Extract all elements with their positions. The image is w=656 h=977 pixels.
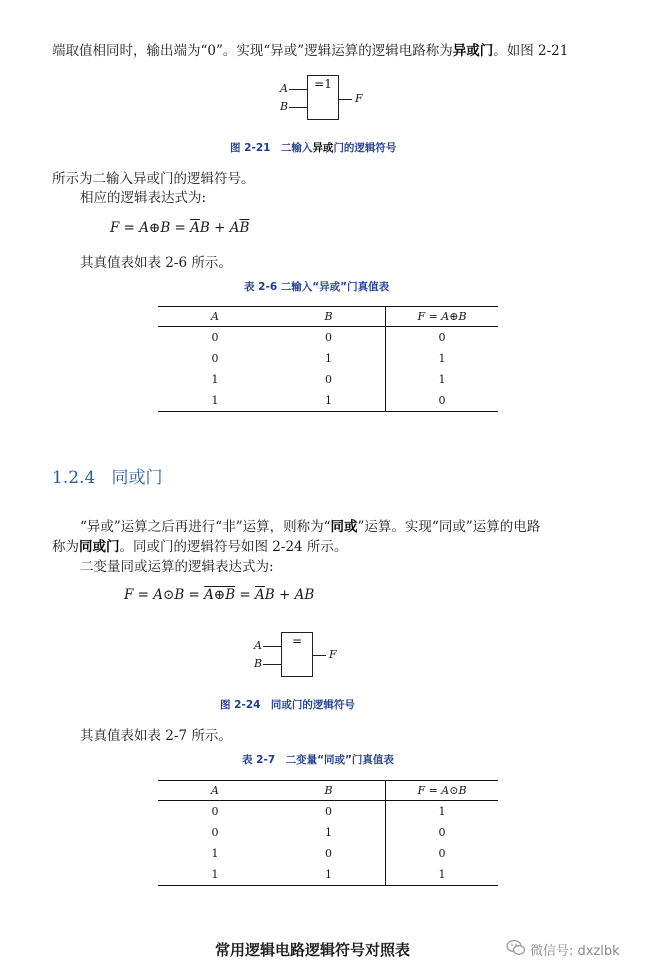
table-row [158, 864, 498, 886]
table-cell: 1 [386, 369, 499, 390]
xor-input-b-wire [289, 107, 307, 108]
section-title: 同或门 [111, 468, 163, 488]
p6-text-a: 称为 [52, 539, 79, 555]
table-cell: 1 [386, 864, 499, 886]
table-cell: 0 [211, 331, 219, 344]
section-heading [52, 463, 162, 488]
table-2-6-header-f: F = A⊕B [386, 307, 499, 327]
xnor-input-a-wire [263, 646, 281, 647]
table-row [158, 822, 498, 843]
figure-2-21-caption [230, 140, 396, 155]
wechat-icon [506, 939, 526, 957]
paragraph-4: 其真值表如表 2-6 所示。 [80, 255, 232, 271]
table-cell: 0 [386, 843, 499, 864]
paragraph-2: 所示为二输入异或门的逻辑符号。 [52, 171, 255, 187]
table-row [158, 390, 498, 412]
p6-term-xnor-gate: 同或门 [79, 539, 120, 555]
table-row [158, 348, 498, 369]
table-row [158, 369, 498, 390]
xnor-output-wire [312, 655, 326, 656]
section-number: 1.2.4 [52, 468, 96, 488]
table-cell: 0 [386, 390, 499, 412]
xnor-formula-mid: = [235, 587, 256, 603]
xnor-gate-sym: = [291, 634, 303, 648]
xor-formula-t1-rest: B + A [199, 220, 240, 236]
table-2-6-header-b: B [324, 310, 333, 323]
p6-text-c: 。同或门的逻辑符号如图 2-24 所示。 [119, 539, 348, 555]
table-2-7-caption: 表 2-7 二变量“同或”门真值表 [242, 754, 394, 766]
paragraph-8: 其真值表如表 2-7 所示。 [80, 728, 232, 744]
watermark-text: 微信号: dxzlbk [530, 944, 620, 959]
table-2-6-caption: 表 2-6 二输入“异或”门真值表 [244, 281, 390, 293]
p5-text-a: “异或”运算之后再进行“非”运算，则称为“ [80, 519, 331, 535]
xnor-formula-t1-over: $\overline{A}$ [255, 587, 265, 603]
table-2-7-header-a: A [211, 784, 219, 797]
xnor-output-label: F [329, 648, 337, 661]
table-row [158, 801, 498, 823]
xnor-formula-t1-rest: B + AB [264, 587, 315, 603]
paragraph-7: 二变量同或运算的逻辑表达式为: [80, 559, 274, 575]
xnor-formula-lhs: F = A⊙B = [124, 587, 205, 603]
table-cell: 0 [211, 826, 219, 839]
table-2-6 [158, 306, 498, 412]
xnor-formula-over-expr: A⊕B [204, 587, 236, 603]
p5-term-xnor: 同或 [330, 519, 358, 535]
table-cell: 0 [325, 805, 332, 818]
table-cell: 1 [325, 826, 332, 839]
fig21-caption-a: 图 2-21 二输入 [230, 142, 313, 154]
xor-gate-box [307, 75, 339, 120]
paragraph-5 [80, 517, 540, 537]
fig21-caption-b: 异或 [312, 142, 334, 154]
table-cell: 1 [386, 348, 499, 369]
xor-formula-t2-over: $\overline{B}$ [239, 220, 250, 236]
table-2-6-header-row [158, 307, 498, 327]
p1-text-a: 端取值相同时，输出端为“0”。实现“异或”逻辑运算的逻辑电路称为 [52, 43, 453, 59]
table-cell: 0 [325, 373, 332, 386]
paragraph-1 [52, 41, 568, 61]
table-cell: 1 [325, 868, 332, 881]
table-cell: 1 [325, 352, 332, 365]
table-cell: 1 [211, 847, 219, 860]
table-2-7-header-f: F = A⊙B [386, 781, 499, 801]
xor-formula-lhs: F = A⊕B = [110, 220, 191, 236]
table-cell: 1 [325, 394, 332, 407]
table-row [158, 327, 498, 349]
table-cell: 1 [386, 801, 499, 823]
xor-formula-t1-over: $\overline{A}$ [190, 220, 200, 236]
p1-term-xor-gate: 异或门 [452, 43, 494, 59]
table-2-7-header-b: B [324, 784, 333, 797]
xor-input-b-label: B [280, 100, 289, 113]
table-2-6-header-a: A [211, 310, 219, 323]
table-cell: 0 [325, 847, 332, 860]
xnor-formula [124, 587, 314, 603]
fig21-caption-c: 门的逻辑符号 [333, 142, 397, 154]
figure-2-24-caption: 图 2-24 同或门的逻辑符号 [220, 699, 355, 711]
xor-gate-sym: =1 [314, 77, 332, 91]
table-cell: 0 [386, 327, 499, 349]
xnor-input-b-wire [263, 664, 281, 665]
xor-output-wire [338, 99, 352, 100]
xnor-input-b-label: B [254, 657, 263, 670]
table-cell: 0 [211, 352, 219, 365]
xor-formula [110, 220, 249, 236]
table-cell: 0 [386, 822, 499, 843]
footer-title: 常用逻辑电路逻辑符号对照表 [215, 941, 411, 959]
table-2-7 [158, 780, 498, 886]
xor-input-a-label: A [280, 82, 288, 95]
table-row [158, 843, 498, 864]
xor-input-a-wire [289, 89, 307, 90]
table-cell: 0 [211, 805, 219, 818]
paragraph-6 [52, 537, 347, 557]
table-cell: 0 [325, 331, 332, 344]
xor-output-label: F [355, 92, 363, 105]
xnor-input-a-label: A [254, 639, 262, 652]
p1-text-c: 。如图 2-21 [493, 43, 569, 59]
xnor-gate-box [281, 632, 313, 677]
table-cell: 1 [211, 394, 219, 407]
table-2-7-header-row [158, 781, 498, 801]
paragraph-3: 相应的逻辑表达式为: [80, 190, 207, 206]
p5-text-c: ”运算。实现“同或”运算的电路 [357, 519, 541, 535]
table-cell: 1 [211, 373, 219, 386]
table-cell: 1 [211, 868, 219, 881]
